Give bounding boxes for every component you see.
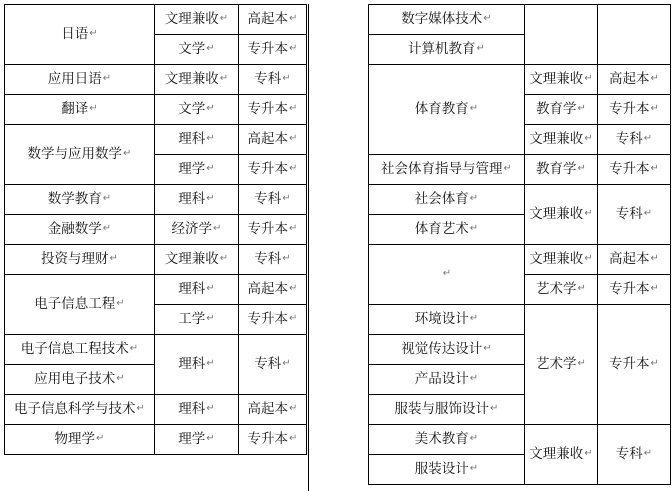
level-cell bbox=[239, 185, 307, 215]
subject-type: 文理兼收 bbox=[164, 70, 219, 87]
major-name: 电子信息科学与技术 bbox=[14, 400, 136, 417]
subject-cell bbox=[155, 125, 239, 155]
level-cell bbox=[239, 425, 307, 455]
level-type: 高起本 bbox=[247, 400, 289, 417]
paragraph-mark: ↵ bbox=[289, 132, 298, 144]
level-cell bbox=[598, 305, 671, 425]
subject-cell bbox=[155, 425, 239, 455]
table-row bbox=[369, 305, 671, 335]
level-cell bbox=[598, 185, 671, 245]
paragraph-mark: ↵ bbox=[206, 432, 215, 444]
major-cell bbox=[5, 65, 155, 95]
major-cell bbox=[5, 395, 155, 425]
major-name: 金融数学 bbox=[47, 220, 102, 237]
level-type: 专升本 bbox=[247, 430, 289, 447]
paragraph-mark: ↵ bbox=[282, 72, 291, 84]
subject-type: 文学 bbox=[178, 40, 206, 57]
level-cell bbox=[239, 95, 307, 125]
subject-type: 文理兼收 bbox=[164, 10, 219, 27]
paragraph-mark: ↵ bbox=[476, 42, 485, 54]
major-cell bbox=[369, 455, 525, 485]
paragraph-mark: ↵ bbox=[577, 357, 586, 369]
paragraph-mark: ↵ bbox=[584, 252, 593, 264]
major-cell bbox=[369, 5, 525, 35]
major-name: 应用电子技术 bbox=[34, 370, 116, 387]
subject-type: 教育学 bbox=[536, 100, 577, 117]
subject-cell bbox=[155, 245, 239, 275]
major-name: 社会体育 bbox=[414, 190, 469, 207]
level-cell bbox=[598, 125, 671, 155]
paragraph-mark: ↵ bbox=[503, 162, 512, 174]
subject-type: 理科 bbox=[178, 355, 206, 372]
paragraph-mark: ↵ bbox=[289, 102, 298, 114]
level-type: 专升本 bbox=[247, 160, 289, 177]
paragraph-mark: ↵ bbox=[469, 432, 479, 444]
subject-type: 艺术学 bbox=[536, 355, 577, 372]
paragraph-mark: ↵ bbox=[102, 222, 112, 234]
paragraph-mark: ↵ bbox=[206, 102, 215, 114]
subject-type: 文学 bbox=[178, 100, 206, 117]
major-cell bbox=[369, 305, 525, 335]
paragraph-mark: ↵ bbox=[584, 72, 593, 84]
level-type: 专科 bbox=[615, 130, 643, 147]
paragraph-mark: ↵ bbox=[206, 357, 215, 369]
subject-cell bbox=[525, 425, 598, 485]
major-name: 电子信息工程技术 bbox=[20, 340, 129, 357]
major-name: 日语 bbox=[61, 25, 89, 42]
paragraph-mark: ↵ bbox=[89, 102, 98, 114]
major-cell bbox=[5, 95, 155, 125]
major-cell bbox=[5, 185, 155, 215]
subject-cell bbox=[155, 185, 239, 215]
major-name: 翻译 bbox=[61, 100, 89, 117]
subject-type: 理学 bbox=[178, 160, 206, 177]
level-type: 高起本 bbox=[247, 280, 289, 297]
major-name: 服装设计 bbox=[414, 460, 469, 477]
paragraph-mark: ↵ bbox=[650, 252, 659, 264]
paragraph-mark: ↵ bbox=[282, 357, 291, 369]
major-name: 社会体育指导与管理 bbox=[381, 160, 503, 177]
subject-cell bbox=[155, 305, 239, 335]
level-cell bbox=[239, 65, 307, 95]
major-name: 计算机教育 bbox=[408, 40, 476, 57]
paragraph-mark: ↵ bbox=[584, 132, 593, 144]
paragraph-mark: ↵ bbox=[577, 162, 586, 174]
level-type: 专升本 bbox=[609, 100, 650, 117]
paragraph-mark: ↵ bbox=[206, 282, 215, 294]
paragraph-mark: ↵ bbox=[650, 357, 659, 369]
level-type: 高起本 bbox=[247, 130, 289, 147]
paragraph-mark: ↵ bbox=[577, 282, 586, 294]
level-cell bbox=[239, 305, 307, 335]
paragraph-mark: ↵ bbox=[206, 42, 215, 54]
subject-type: 文理兼收 bbox=[529, 70, 584, 87]
gap-divider bbox=[308, 4, 309, 491]
subject-type: 文理兼收 bbox=[164, 250, 219, 267]
level-cell bbox=[239, 335, 307, 395]
level-cell bbox=[598, 65, 671, 95]
level-cell bbox=[598, 275, 671, 305]
paragraph-mark: ↵ bbox=[650, 102, 659, 114]
major-cell bbox=[5, 365, 155, 395]
level-cell bbox=[239, 5, 307, 35]
paragraph-mark: ↵ bbox=[123, 147, 132, 159]
table-row bbox=[369, 185, 671, 215]
paragraph-mark: ↵ bbox=[282, 192, 291, 204]
table-row bbox=[5, 215, 307, 245]
paragraph-mark: ↵ bbox=[129, 342, 139, 354]
paragraph-mark: ↵ bbox=[89, 27, 98, 39]
paragraph-mark: ↵ bbox=[469, 462, 479, 474]
level-type: 专升本 bbox=[609, 280, 650, 297]
paragraph-mark: ↵ bbox=[206, 162, 215, 174]
subject-type: 经济学 bbox=[171, 220, 213, 237]
paragraph-mark: ↵ bbox=[109, 252, 118, 264]
major-name: 物理学 bbox=[54, 430, 96, 447]
major-name: 数字媒体技术 bbox=[401, 10, 483, 27]
level-type: 专升本 bbox=[609, 355, 650, 372]
level-type: 专科 bbox=[615, 205, 643, 222]
paragraph-mark: ↵ bbox=[289, 312, 298, 324]
subject-cell bbox=[155, 65, 239, 95]
level-cell bbox=[598, 155, 671, 185]
level-cell bbox=[239, 35, 307, 65]
paragraph-mark: ↵ bbox=[483, 342, 492, 354]
major-cell bbox=[5, 275, 155, 335]
level-cell bbox=[239, 215, 307, 245]
paragraph-mark: ↵ bbox=[577, 102, 586, 114]
subject-type: 工学 bbox=[178, 310, 206, 327]
level-cell bbox=[239, 395, 307, 425]
major-name: 体育艺术 bbox=[414, 220, 469, 237]
level-cell bbox=[598, 425, 671, 485]
major-name: 视觉传达设计 bbox=[401, 340, 483, 357]
paragraph-mark: ↵ bbox=[469, 222, 479, 234]
paragraph-mark: ↵ bbox=[490, 402, 499, 414]
paragraph-mark: ↵ bbox=[116, 372, 125, 384]
level-cell bbox=[239, 275, 307, 305]
paragraph-mark: ↵ bbox=[650, 282, 659, 294]
subject-cell bbox=[155, 275, 239, 305]
table-row bbox=[5, 245, 307, 275]
level-cell bbox=[598, 245, 671, 275]
table-row bbox=[369, 5, 671, 35]
level-type: 专科 bbox=[254, 250, 282, 267]
paragraph-mark: ↵ bbox=[643, 132, 653, 144]
paragraph-mark: ↵ bbox=[469, 372, 479, 384]
major-cell bbox=[369, 335, 525, 365]
table-row bbox=[5, 65, 307, 95]
subject-cell bbox=[155, 155, 239, 185]
level-type: 专升本 bbox=[247, 310, 289, 327]
subject-type: 教育学 bbox=[536, 160, 577, 177]
subject-cell bbox=[525, 305, 598, 425]
subject-cell bbox=[155, 215, 239, 245]
table-row bbox=[5, 335, 307, 365]
subject-cell bbox=[155, 5, 239, 35]
right-major-table bbox=[368, 4, 671, 485]
major-name: 投资与理财 bbox=[41, 250, 109, 267]
paragraph-mark: ↵ bbox=[206, 312, 215, 324]
level-type: 专升本 bbox=[609, 160, 650, 177]
paragraph-mark: ↵ bbox=[102, 192, 112, 204]
major-name: 美术教育 bbox=[414, 430, 469, 447]
paragraph-mark: ↵ bbox=[96, 432, 105, 444]
table-row bbox=[369, 245, 671, 275]
paragraph-mark: ↵ bbox=[206, 132, 215, 144]
level-type: 专科 bbox=[254, 70, 282, 87]
major-name: 数学教育 bbox=[47, 190, 102, 207]
table-row bbox=[5, 125, 307, 155]
paragraph-mark: ↵ bbox=[289, 432, 298, 444]
subject-cell bbox=[525, 95, 598, 125]
level-cell bbox=[598, 95, 671, 125]
subject-type: 理科 bbox=[178, 190, 206, 207]
paragraph-mark: ↵ bbox=[584, 447, 593, 459]
subject-cell bbox=[525, 65, 598, 95]
major-name: 数学与应用数学 bbox=[27, 145, 123, 162]
major-cell bbox=[5, 125, 155, 185]
paragraph-mark: ↵ bbox=[116, 297, 125, 309]
major-cell bbox=[369, 215, 525, 245]
level-type: 专科 bbox=[254, 355, 282, 372]
subject-cell bbox=[525, 185, 598, 245]
major-cell bbox=[369, 185, 525, 215]
major-cell bbox=[5, 5, 155, 65]
major-table-document bbox=[4, 4, 670, 491]
paragraph-mark: ↵ bbox=[469, 312, 479, 324]
major-cell bbox=[369, 395, 525, 425]
major-name: 环境设计 bbox=[414, 310, 469, 327]
subject-type: 文理兼收 bbox=[529, 130, 584, 147]
major-name: 电子信息工程 bbox=[34, 295, 116, 312]
paragraph-mark: ↵ bbox=[219, 12, 229, 24]
table-row bbox=[5, 95, 307, 125]
subject-cell bbox=[525, 245, 598, 275]
subject-type: 理科 bbox=[178, 130, 206, 147]
left-major-table bbox=[4, 4, 307, 455]
paragraph-mark: ↵ bbox=[650, 72, 659, 84]
subject-type: 文理兼收 bbox=[529, 445, 584, 462]
paragraph-mark: ↵ bbox=[206, 192, 215, 204]
major-cell bbox=[369, 35, 525, 65]
table-row bbox=[369, 65, 671, 95]
paragraph-mark: ↵ bbox=[650, 162, 659, 174]
paragraph-mark: ↵ bbox=[213, 222, 222, 234]
table-row bbox=[5, 275, 307, 305]
paragraph-mark: ↵ bbox=[643, 447, 653, 459]
paragraph-mark: ↵ bbox=[289, 222, 298, 234]
table-row bbox=[5, 5, 307, 35]
paragraph-mark: ↵ bbox=[102, 72, 112, 84]
level-cell bbox=[239, 155, 307, 185]
paragraph-mark: ↵ bbox=[469, 192, 479, 204]
level-cell bbox=[239, 245, 307, 275]
subject-type: 文理兼收 bbox=[529, 250, 584, 267]
paragraph-mark: ↵ bbox=[136, 402, 145, 414]
subject-cell bbox=[155, 95, 239, 125]
major-name: 体育教育 bbox=[414, 100, 469, 117]
paragraph-mark: ↵ bbox=[442, 267, 452, 279]
table-row bbox=[5, 395, 307, 425]
major-name: 产品设计 bbox=[414, 370, 469, 387]
level-type: 高起本 bbox=[247, 10, 289, 27]
paragraph-mark: ↵ bbox=[289, 12, 298, 24]
table-row bbox=[369, 155, 671, 185]
level-type: 高起本 bbox=[609, 250, 650, 267]
paragraph-mark: ↵ bbox=[289, 402, 298, 414]
subject-cell bbox=[525, 155, 598, 185]
major-cell bbox=[5, 245, 155, 275]
subject-type: 理学 bbox=[178, 430, 206, 447]
level-type: 专升本 bbox=[247, 40, 289, 57]
major-cell bbox=[369, 245, 525, 305]
major-name: 服装与服饰设计 bbox=[394, 400, 490, 417]
paragraph-mark: ↵ bbox=[219, 72, 229, 84]
table-row bbox=[369, 425, 671, 455]
level-type: 专科 bbox=[615, 445, 643, 462]
level-type: 专升本 bbox=[247, 100, 289, 117]
paragraph-mark: ↵ bbox=[643, 207, 653, 219]
subject-cell bbox=[155, 35, 239, 65]
level-type: 专科 bbox=[254, 190, 282, 207]
paragraph-mark: ↵ bbox=[469, 102, 479, 114]
subject-type: 理科 bbox=[178, 400, 206, 417]
subject-cell bbox=[525, 125, 598, 155]
subject-cell bbox=[525, 5, 598, 65]
paragraph-mark: ↵ bbox=[289, 42, 298, 54]
major-cell bbox=[369, 365, 525, 395]
paragraph-mark: ↵ bbox=[289, 162, 298, 174]
major-name: 应用日语 bbox=[47, 70, 102, 87]
paragraph-mark: ↵ bbox=[219, 252, 229, 264]
level-cell bbox=[239, 125, 307, 155]
table-row bbox=[5, 185, 307, 215]
major-cell bbox=[369, 425, 525, 455]
subject-type: 艺术学 bbox=[536, 280, 577, 297]
level-cell bbox=[598, 5, 671, 65]
paragraph-mark: ↵ bbox=[289, 282, 298, 294]
major-cell bbox=[369, 155, 525, 185]
subject-type: 文理兼收 bbox=[529, 205, 584, 222]
major-cell bbox=[5, 335, 155, 365]
subject-cell bbox=[155, 335, 239, 395]
paragraph-mark: ↵ bbox=[206, 402, 215, 414]
major-cell bbox=[5, 425, 155, 455]
major-cell bbox=[5, 215, 155, 245]
subject-cell bbox=[525, 275, 598, 305]
paragraph-mark: ↵ bbox=[282, 252, 291, 264]
major-cell bbox=[369, 65, 525, 155]
level-type: 高起本 bbox=[609, 70, 650, 87]
level-type: 专升本 bbox=[247, 220, 289, 237]
paragraph-mark: ↵ bbox=[584, 207, 593, 219]
subject-type: 理科 bbox=[178, 280, 206, 297]
paragraph-mark: ↵ bbox=[483, 12, 492, 24]
subject-cell bbox=[155, 395, 239, 425]
